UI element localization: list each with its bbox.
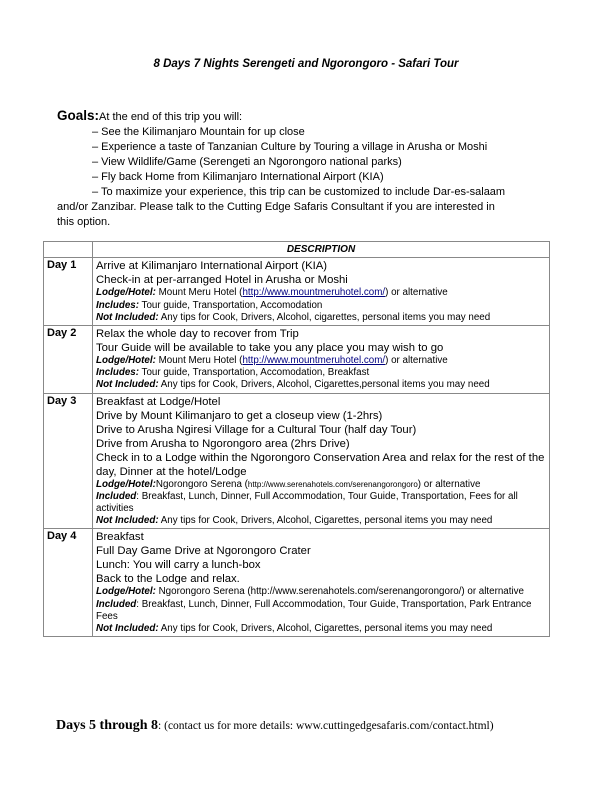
itinerary-table <box>43 241 550 637</box>
goal-item-continuation: and/or Zanzibar. Please talk to the Cutting Edge Safaris Consultant if you are interested in this option. <box>57 201 495 228</box>
not-included-line <box>96 312 546 324</box>
not-included-text: Any tips for Cook, Drivers, Alcohol, cigarettes, personal items you may need <box>158 311 491 323</box>
not-included-text: Any tips for Cook, Drivers, Alcohol, Cigarettes,personal items you may need <box>158 379 490 391</box>
table-row <box>44 393 550 529</box>
lodge-text-after: ) or alternative <box>385 354 448 366</box>
includes-text: Tour guide, Transportation, Accomodation <box>139 299 323 311</box>
includes-line <box>96 367 546 379</box>
day-label: Day 3 <box>44 393 93 529</box>
includes-label: Included <box>96 490 137 502</box>
description-line: Check in to a Lodge within the Ngorongoro Conservation Area and relax for the rest of the day, Dinner at the hotel/Lodge <box>96 451 545 478</box>
lodge-label: Lodge/Hotel: <box>96 354 156 366</box>
includes-text: : Breakfast, Lunch, Dinner, Full Accommodation, Tour Guide, Transportation, Park Entrance Fees <box>96 598 532 622</box>
not-included-text: Any tips for Cook, Drivers, Alcohol, Cigarettes, personal items you may need <box>158 515 493 527</box>
not-included-label: Not Included: <box>96 379 159 391</box>
table-row <box>44 258 550 326</box>
table-row <box>44 325 550 393</box>
goal-item: – To maximize your experience, this trip can be customized to include Dar-es-salaam <box>92 186 506 198</box>
includes-label: Includes: <box>96 299 140 311</box>
table-row <box>44 529 550 637</box>
day-label: Day 2 <box>44 325 93 393</box>
description-line: Back to the Lodge and relax. <box>96 573 240 586</box>
description-line: Lunch: You will carry a lunch-box <box>96 559 261 572</box>
description-line: Full Day Game Drive at Ngorongoro Crater <box>96 545 311 558</box>
hotel-url: http://www.serenahotels.com/serenangorongoro <box>247 479 418 489</box>
not-included-line <box>96 623 546 635</box>
includes-line <box>96 300 546 312</box>
goals-intro-line <box>57 108 557 125</box>
goals-section <box>57 108 557 230</box>
lodge-text: Ngorongoro Serena ( <box>155 478 248 490</box>
lodge-line <box>96 355 546 367</box>
goals-intro: At the end of this trip you will: <box>99 111 243 123</box>
not-included-label: Not Included: <box>96 311 159 323</box>
day-description <box>93 529 550 637</box>
includes-text: : Breakfast, Lunch, Dinner, Full Accommodation, Tour Guide, Transportation, Fees for all activities <box>96 490 518 514</box>
description-line: Breakfast at Lodge/Hotel <box>96 395 221 408</box>
lodge-label: Lodge/Hotel: <box>96 287 156 299</box>
lodge-line <box>96 586 546 598</box>
goal-item: – View Wildlife/Game (Serengeti an Ngorongoro national parks) <box>92 156 402 168</box>
table-header-description: DESCRIPTION <box>93 242 550 258</box>
goals-list <box>57 125 557 200</box>
not-included-line <box>96 379 546 391</box>
description-line: Drive to Arusha Ngiresi Village for a Cultural Tour (half day Tour) <box>96 423 417 436</box>
footer-days-label: Days 5 through 8 <box>56 718 159 733</box>
description-line: Drive by Mount Kilimanjaro to get a closeup view (1-2hrs) <box>96 409 383 422</box>
day-description <box>93 325 550 393</box>
description-line: Breakfast <box>96 531 144 544</box>
includes-line <box>96 491 546 515</box>
not-included-line <box>96 515 546 527</box>
table-header-row <box>44 242 550 258</box>
includes-label: Included <box>96 598 137 610</box>
hotel-link[interactable]: http://www.mountmeruhotel.com/ <box>242 354 386 366</box>
lodge-text-after: ) or alternative <box>385 287 448 299</box>
table-header-empty <box>44 242 93 258</box>
lodge-text: Ngorongoro Serena (http://www.serenahotels.com/serenangorongoro/) or alternative <box>155 586 525 598</box>
day-label: Day 4 <box>44 529 93 637</box>
description-line: Tour Guide will be available to take you any place you may wish to go <box>96 341 444 354</box>
description-line: Arrive at Kilimanjaro International Airport (KIA) <box>96 260 328 273</box>
lodge-line <box>96 479 546 491</box>
hotel-link[interactable]: http://www.mountmeruhotel.com/ <box>242 287 386 299</box>
includes-text: Tour guide, Transportation, Accomodation, Breakfast <box>139 367 370 379</box>
includes-label: Includes: <box>96 367 140 379</box>
footer-contact-text: : (contact us for more details: www.cuttingedgesafaris.com/contact.html) <box>158 720 494 732</box>
lodge-text-after: ) or alternative <box>417 478 481 490</box>
goal-item: – See the Kilimanjaro Mountain for up close <box>92 126 305 138</box>
not-included-label: Not Included: <box>96 515 159 527</box>
not-included-text: Any tips for Cook, Drivers, Alcohol, Cigarettes, personal items you may need <box>158 622 493 634</box>
lodge-label: Lodge/Hotel: <box>96 586 156 598</box>
goals-label: Goals: <box>57 108 100 123</box>
day-description <box>93 258 550 326</box>
lodge-label: Lodge/Hotel: <box>96 478 156 490</box>
lodge-text: Mount Meru Hotel ( <box>155 354 243 366</box>
day-label: Day 1 <box>44 258 93 326</box>
goal-item: – Experience a taste of Tanzanian Culture by Touring a village in Arusha or Moshi <box>92 141 488 153</box>
goal-item: – Fly back Home from Kilimanjaro International Airport (KIA) <box>92 171 384 183</box>
lodge-line <box>96 287 546 299</box>
day-description <box>93 393 550 529</box>
description-line: Check-in at per-arranged Hotel in Arusha or Moshi <box>96 274 348 287</box>
includes-line <box>96 599 546 623</box>
description-line: Relax the whole day to recover from Trip <box>96 327 299 340</box>
page-title: 8 Days 7 Nights Serengeti and Ngorongoro - Safari Tour <box>153 58 459 70</box>
description-line: Drive from Arusha to Ngorongoro area (2hrs Drive) <box>96 437 350 450</box>
lodge-text: Mount Meru Hotel ( <box>155 287 243 299</box>
not-included-label: Not Included: <box>96 622 159 634</box>
footer-note <box>56 718 494 734</box>
